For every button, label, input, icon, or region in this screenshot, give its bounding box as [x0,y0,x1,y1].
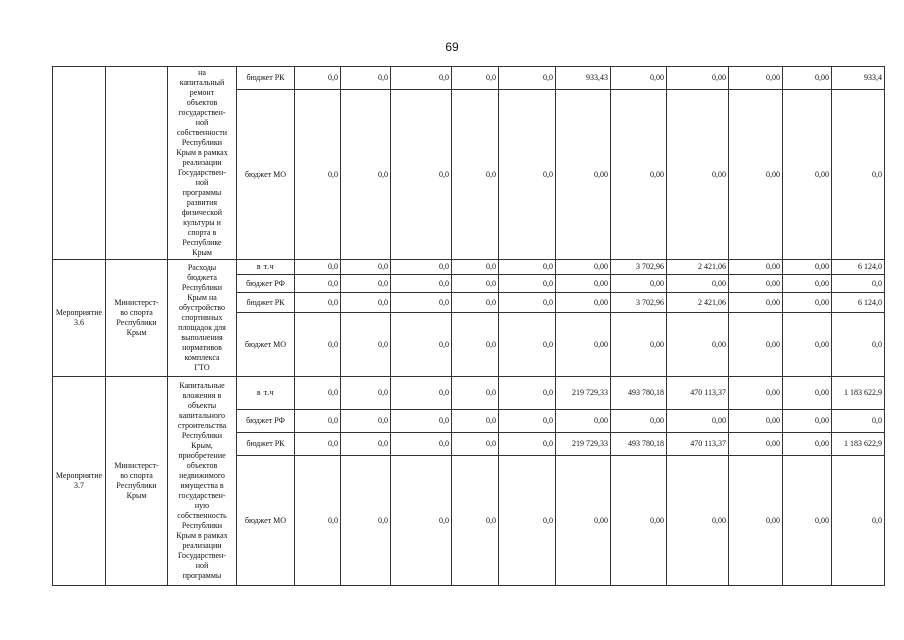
cell-text-line: ной [195,178,209,187]
value-cell: 0,00 [667,313,729,377]
cell-text-line: реализации [182,158,222,167]
value-cell: 0,0 [391,293,452,313]
cell-text-line: площадок для [178,323,226,332]
value-cell: 0,0 [452,275,499,293]
cell-text-line: комплекса [184,353,220,362]
cell-text-line: государствен- [178,491,226,500]
funding-source-cell: бюджет РФ [237,410,295,433]
total-value-cell: 1 183 622,9 [832,377,885,410]
total-value-cell: 0,0 [832,275,885,293]
cell-text-line: собственность [177,511,227,520]
funding-source-cell: бюджет РК [237,293,295,313]
value-cell: 0,0 [295,90,341,260]
total-value-cell: 6 124,0 [832,260,885,275]
value-cell: 0,0 [499,377,556,410]
cell-text-line: Крым в рамках [176,148,228,157]
value-cell: 0,0 [499,456,556,586]
value-cell: 0,0 [341,275,391,293]
total-value-cell: 0,0 [832,90,885,260]
value-cell: 0,0 [341,90,391,260]
cell-text-line: Мероприятие [55,471,103,480]
value-cell: 0,00 [611,275,667,293]
measure-name-cell [168,260,237,377]
value-cell: 0,00 [783,433,832,456]
value-cell: 0,0 [499,410,556,433]
value-cell: 0,0 [341,433,391,456]
funding-source-cell: бюджет РК [237,433,295,456]
value-cell: 0,0 [391,275,452,293]
cell-text-line: Капитальные [179,381,225,390]
value-cell: 0,0 [391,433,452,456]
cell-text-line: имущества в [180,481,224,490]
value-cell: 0,00 [729,275,783,293]
funding-source-cell: в т.ч [237,377,295,410]
value-cell: 0,00 [556,293,611,313]
cell-text-line: Государствен- [178,551,226,560]
cell-text-line: ГТО [194,363,210,372]
event-cell [53,67,106,260]
cell-text-line: программы [182,188,222,197]
value-cell: 0,0 [452,433,499,456]
total-value-cell: 0,0 [832,410,885,433]
value-cell: 0,0 [391,313,452,377]
value-cell: 0,00 [729,433,783,456]
value-cell: 0,0 [391,260,452,275]
value-cell: 0,00 [783,90,832,260]
value-cell: 0,00 [729,410,783,433]
value-cell: 0,0 [499,67,556,90]
cell-text-line: приобретение [178,451,226,460]
page-number: 69 [445,40,459,54]
cell-text-line: Министерст- [114,461,159,470]
value-cell: 0,0 [295,260,341,275]
cell-text-line: государствен- [178,108,226,117]
cell-text-line: ремонт [189,88,215,97]
value-cell: 0,0 [295,67,341,90]
funding-source-cell: бюджет МО [237,313,295,377]
cell-text-line: обустройство [179,303,225,312]
cell-text-line: программы [182,571,222,580]
cell-text-line: Крым в рамках [176,531,228,540]
value-cell: 0,0 [452,456,499,586]
measure-name-cell [168,377,237,586]
funding-source-cell: бюджет МО [237,456,295,586]
value-cell: 493 780,18 [611,433,667,456]
table-row [53,67,885,90]
value-cell: 0,0 [341,67,391,90]
value-cell: 0,0 [391,456,452,586]
value-cell: 0,00 [556,90,611,260]
value-cell: 0,00 [611,410,667,433]
value-cell: 219 729,33 [556,433,611,456]
value-cell: 0,0 [499,313,556,377]
value-cell: 0,00 [783,67,832,90]
value-cell: 0,00 [556,275,611,293]
cell-text-line: недвижимого [179,471,225,480]
cell-text-line: 3.7 [74,481,84,490]
value-cell: 0,0 [295,275,341,293]
value-cell: 0,0 [391,67,452,90]
cell-text-line: Республики [116,481,157,490]
cell-text-line: выполнения [181,333,223,342]
value-cell: 0,00 [729,313,783,377]
cell-text-line: во спорта [120,308,153,317]
cell-text-line: Расходы [187,263,217,272]
cell-text-line: Мероприятие [55,308,103,317]
cell-text-line: Республике [182,238,222,247]
value-cell: 0,0 [391,90,452,260]
value-cell: 0,0 [341,456,391,586]
cell-text-line: Республики [181,521,223,530]
cell-text-line: нормативов [182,343,222,352]
value-cell: 493 780,18 [611,377,667,410]
cell-text-line: Крым [126,328,147,337]
table-row [53,260,885,275]
value-cell: 0,0 [295,433,341,456]
cell-text-line: капитального [179,411,225,420]
value-cell: 0,0 [341,377,391,410]
cell-text-line: ной [195,561,209,570]
total-value-cell: 1 183 622,9 [832,433,885,456]
cell-text-line: Министерст- [114,298,159,307]
cell-text-line: Республики [181,431,223,440]
value-cell: 0,0 [499,433,556,456]
cell-text-line: Крым на [187,293,217,302]
cell-text-line: ную [194,501,210,510]
value-cell: 0,00 [729,67,783,90]
value-cell: 0,00 [783,456,832,586]
cell-text-line: объектов [186,461,218,470]
table-row [53,377,885,410]
event-cell [53,260,106,377]
value-cell: 0,00 [611,90,667,260]
cell-text-line: культуры и [183,218,221,227]
value-cell: 0,00 [556,313,611,377]
value-cell: 219 729,33 [556,377,611,410]
value-cell: 0,0 [452,377,499,410]
value-cell: 2 421,06 [667,260,729,275]
funding-source-cell: бюджет МО [237,90,295,260]
cell-text-line: объекты [187,401,217,410]
value-cell: 0,00 [729,456,783,586]
value-cell: 0,0 [391,410,452,433]
cell-text-line: физической [182,208,222,217]
value-cell: 0,0 [295,293,341,313]
value-cell: 0,00 [556,410,611,433]
value-cell: 0,00 [556,260,611,275]
value-cell: 0,0 [452,67,499,90]
cell-text-line: Республики [181,283,223,292]
cell-text-line: Крым [126,491,147,500]
budget-table [52,66,885,586]
value-cell: 0,0 [499,90,556,260]
executor-cell [106,260,168,377]
cell-text-line: развития [186,198,218,207]
cell-text-line: Республики [116,318,157,327]
value-cell: 0,00 [783,293,832,313]
value-cell: 0,0 [499,260,556,275]
executor-cell [106,67,168,260]
value-cell: 0,00 [729,90,783,260]
value-cell: 0,0 [452,410,499,433]
cell-text-line: объектов [186,98,218,107]
value-cell: 0,00 [783,260,832,275]
total-value-cell: 933,4 [832,67,885,90]
value-cell: 3 702,96 [611,293,667,313]
value-cell: 2 421,06 [667,293,729,313]
value-cell: 0,0 [452,260,499,275]
value-cell: 0,0 [452,293,499,313]
cell-text-line: строительства [177,421,227,430]
value-cell: 0,00 [667,67,729,90]
value-cell: 0,00 [729,293,783,313]
value-cell: 0,0 [341,313,391,377]
value-cell: 0,00 [667,456,729,586]
value-cell: 3 702,96 [611,260,667,275]
value-cell: 0,0 [295,410,341,433]
cell-text-line: во спорта [120,471,153,480]
cell-text-line: собственности [176,128,228,137]
cell-text-line: на [198,68,206,77]
funding-source-cell: бюджет РК [237,67,295,90]
funding-source-cell: в т.ч [237,260,295,275]
value-cell: 0,00 [783,377,832,410]
value-cell: 0,00 [667,90,729,260]
total-value-cell: 6 124,0 [832,293,885,313]
value-cell: 0,0 [341,410,391,433]
cell-text-line: 3.6 [74,318,84,327]
value-cell: 0,0 [295,456,341,586]
value-cell: 0,0 [341,293,391,313]
cell-text-line: реализации [182,541,222,550]
value-cell: 0,00 [611,67,667,90]
cell-text-line: спортивных [181,313,223,322]
value-cell: 0,00 [783,313,832,377]
value-cell: 0,00 [611,313,667,377]
cell-text-line: ной [195,118,209,127]
value-cell: 0,0 [452,90,499,260]
total-value-cell: 0,0 [832,456,885,586]
value-cell: 0,00 [729,260,783,275]
value-cell: 0,00 [729,377,783,410]
funding-source-cell: бюджет РФ [237,275,295,293]
value-cell: 0,0 [341,260,391,275]
total-value-cell: 0,0 [832,313,885,377]
value-cell: 0,0 [295,313,341,377]
value-cell: 933,43 [556,67,611,90]
cell-text-line: спорта в [187,228,217,237]
value-cell: 0,00 [611,456,667,586]
cell-text-line: Республики [181,138,223,147]
value-cell: 0,0 [499,275,556,293]
cell-text-line: Крым, [191,441,213,450]
value-cell: 0,0 [499,293,556,313]
value-cell: 0,00 [556,456,611,586]
value-cell: 0,0 [295,377,341,410]
cell-text-line: капитальный [179,78,225,87]
cell-text-line: Государствен- [178,168,226,177]
value-cell: 0,0 [452,313,499,377]
value-cell: 0,0 [391,377,452,410]
value-cell: 470 113,37 [667,377,729,410]
value-cell: 0,00 [667,410,729,433]
value-cell: 0,00 [783,275,832,293]
value-cell: 470 113,37 [667,433,729,456]
value-cell: 0,00 [783,410,832,433]
cell-text-line: бюджета [187,273,217,282]
event-cell [53,377,106,586]
executor-cell [106,377,168,586]
value-cell: 0,00 [667,275,729,293]
cell-text-line: вложения в [182,391,222,400]
measure-name-cell [168,67,237,260]
cell-text-line: Крым [192,248,212,257]
